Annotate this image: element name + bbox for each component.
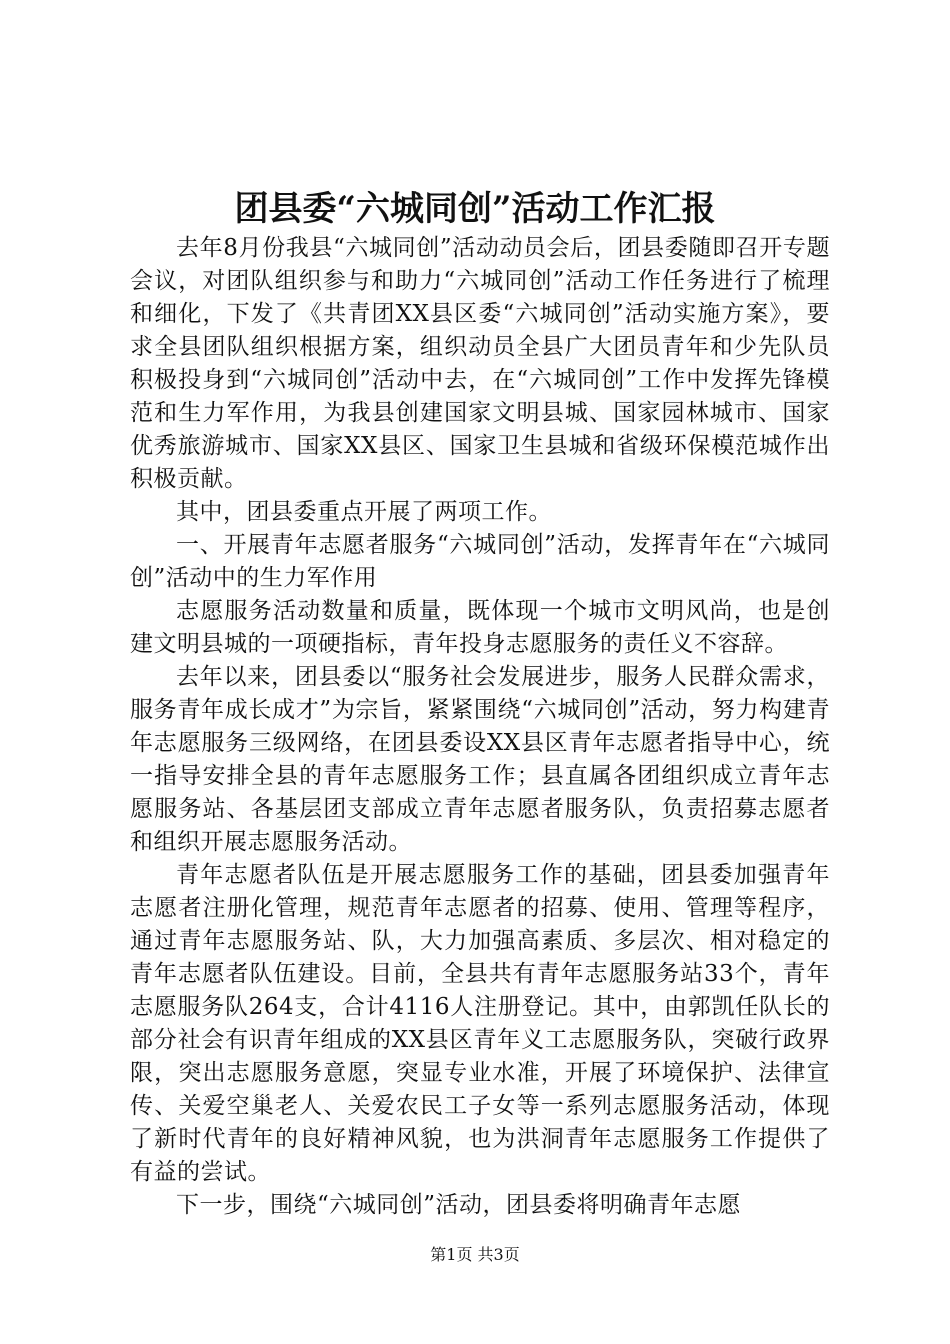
document-title: 团县委“六城同创”活动工作汇报 (234, 189, 716, 229)
section-heading-1: 一、开展青年志愿者服务“六城同创”活动，发挥青年在“六城同创”活动中的生力军作用 (130, 532, 830, 591)
paragraph-intro: 去年8月份我县“六城同创”活动动员会后，团县委随即召开专题会议，对团队组织参与和助力“六城同创”活动工作任务进行了梳理和细化，下发了《共青团XX县区委“六城同创”活动实施方案》，要求全县团队组织根据方案，组织动员全县广大团员青年和少先队员积极投身到“六城同创”活动中去，在“六城同创”工作中发挥先锋模范和生力军作用，为我县创建国家文明县城、国家园林城市、国家优秀旅游城市、国家XX县区、国家卫生县城和省级环保模范城作出积极贡献。 (130, 235, 830, 492)
paragraph-volunteer-network: 去年以来，团县委以“服务社会发展进步，服务人民群众需求，服务青年成长成才”为宗旨，紧紧围绕“六城同创”活动，努力构建青年志愿服务三级网络，在团县委设XX县区青年志愿者指导中心，统一指导安排全县的青年志愿服务工作；县直属各团组织成立青年志愿服务站、各基层团支部成立青年志愿者服务队，负责招募志愿者和组织开展志愿服务活动。 (130, 664, 830, 855)
paragraph-next-step: 下一步，围绕“六城同创”活动，团县委将明确青年志愿 (176, 1192, 742, 1218)
paragraph-volunteer-quality: 志愿服务活动数量和质量，既体现一个城市文明风尚，也是创建文明县城的一项硬指标，青年投身志愿服务的责任义不容辞。 (130, 598, 830, 657)
paragraph-volunteer-team: 青年志愿者队伍是开展志愿服务工作的基础，团县委加强青年志愿者注册化管理，规范青年志愿者的招募、使用、管理等程序，通过青年志愿服务站、队，大力加强高素质、多层次、相对稳定的青年志愿者队伍建设。目前，全县共有青年志愿服务站33个，青年志愿服务队264支，合计4116人注册登记。其中，由郭凯任队长的部分社会有识青年组成的XX县区青年义工志愿服务队，突破行政界限，突出志愿服务意愿，突显专业水准，开展了环境保护、法律宣传、关爱空巢老人、关爱农民工子女等一系列志愿服务活动，体现了新时代青年的良好精神风貌，也为洪洞青年志愿服务工作提供了有益的尝试。 (130, 862, 830, 1185)
paragraph-summary: 其中，团县委重点开展了两项工作。 (176, 499, 552, 525)
page-footer: 第1页 共3页 (430, 1245, 520, 1264)
document-body (130, 232, 830, 1222)
